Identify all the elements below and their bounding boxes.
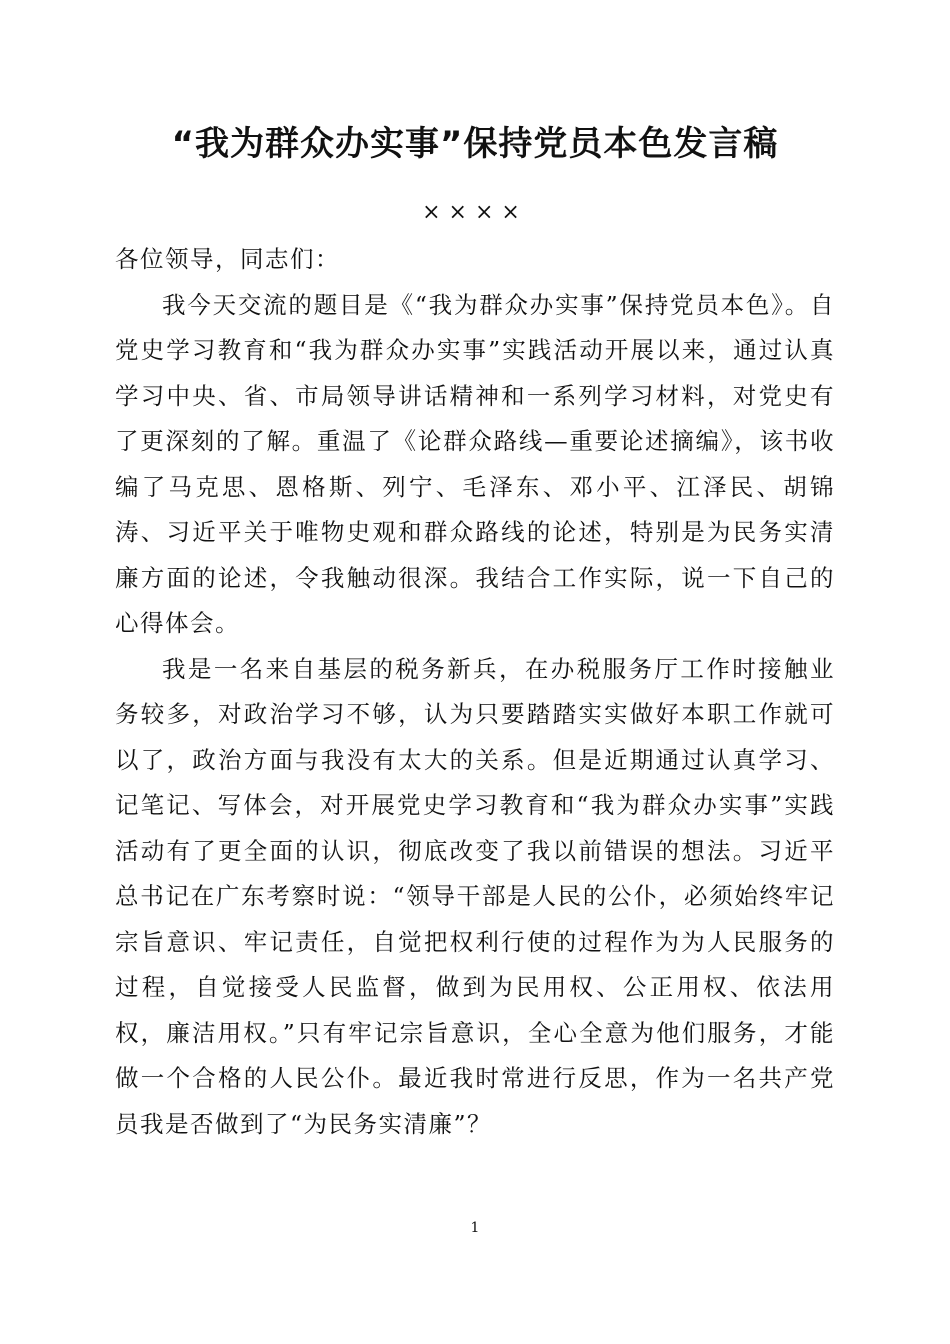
salutation: 各位领导，同志们： xyxy=(115,245,340,273)
page-number: 1 xyxy=(470,1220,480,1236)
paragraph-2: 我是一名来自基层的税务新兵，在办税服务厅工作时接触业务较多，对政治学习不够，认为只要踏踏实实做好本职工作就可以了，政治方面与我没有太大的关系。但是近期通过认真学习、记笔记、写体会，对开展党史学习教育和“我为群众办实事”实践活动有了更全面的认识，彻底改变了我以前错误的想法。习近平总书记在广东考察时说：“领导干部是人民的公仆，必须始终牢记宗旨意识、牢记责任，自觉把权利行使的过程作为为人民服务的过程，自觉接受人民监督，做到为民用权、公正用权、依法用权，廉洁用权。”只有牢记宗旨意识，全心全意为他们服务，才能做一个合格的人民公仆。最近我时常进行反思，作为一名共产党员我是否做到了“为民务实清廉”？ xyxy=(115,654,835,1138)
paragraph-1: 我今天交流的题目是《“我为群众办实事”保持党员本色》。自党史学习教育和“我为群众办实事”实践活动开展以来，通过认真学习中央、省、市局领导讲话精神和一系列学习材料，对党史有了更深刻的了解。重温了《论群众路线—重要论述摘编》，该书收编了马克思、恩格斯、列宁、毛泽东、邓小平、江泽民、胡锦涛、习近平关于唯物史观和群众路线的论述，特别是为民务实清廉方面的论述，令我触动很深。我结合工作实际，说一下自己的心得体会。 xyxy=(115,290,835,637)
document-body xyxy=(115,237,835,1147)
document-title: “我为群众办实事”保持党员本色发言稿 xyxy=(171,124,779,164)
document-author: ×××× xyxy=(422,200,528,225)
